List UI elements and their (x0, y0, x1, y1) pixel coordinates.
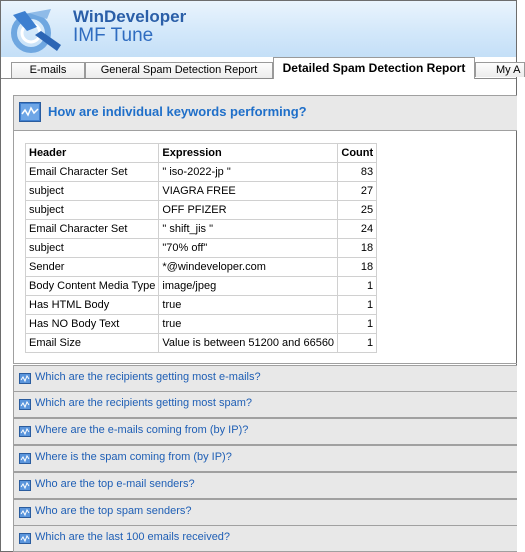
cell-expression: " shift_jis " (159, 220, 338, 239)
cell-expression: "70% off" (159, 239, 338, 258)
table-row (26, 201, 377, 220)
table-row (26, 220, 377, 239)
chart-icon (19, 399, 31, 410)
section-link-label: Where is the spam coming from (by IP)? (35, 451, 232, 463)
tab-bar (1, 57, 521, 79)
column-header: Expression (159, 144, 338, 163)
section-spam-by-ip[interactable] (13, 445, 517, 472)
cell-header: Email Size (26, 334, 159, 353)
section-link-label: Which are the recipients getting most spam? (35, 397, 253, 409)
section-link-label: Who are the top e-mail senders? (35, 478, 195, 490)
table-row (26, 163, 377, 182)
section-recipients-most-spam[interactable] (13, 391, 517, 418)
cell-count: 1 (338, 334, 377, 353)
cell-expression: VIAGRA FREE (159, 182, 338, 201)
section-link-label: Which are the recipients getting most e-mails? (35, 371, 261, 383)
keywords-table (25, 143, 377, 353)
report-content (1, 79, 516, 551)
section-title: How are individual keywords performing? (48, 104, 307, 119)
cell-expression: " iso-2022-jp " (159, 163, 338, 182)
cell-expression: image/jpeg (159, 277, 338, 296)
header-banner (1, 1, 516, 57)
chart-icon (19, 507, 31, 518)
product-name: IMF Tune (73, 25, 154, 46)
cell-header: Has NO Body Text (26, 315, 159, 334)
cell-header: Email Character Set (26, 163, 159, 182)
cell-header: subject (26, 201, 159, 220)
cell-expression: true (159, 315, 338, 334)
section-link-label: Who are the top spam senders? (35, 505, 192, 517)
chart-icon (19, 373, 31, 384)
cell-count: 1 (338, 315, 377, 334)
cell-header: subject (26, 239, 159, 258)
cell-count: 1 (338, 296, 377, 315)
section-link-label: Where are the e-mails coming from (by IP)? (35, 424, 249, 436)
cell-count: 18 (338, 258, 377, 277)
section-top-email-senders[interactable] (13, 472, 517, 499)
tab-detailed-spam-report[interactable]: Detailed Spam Detection Report (273, 57, 475, 79)
cell-header: Sender (26, 258, 159, 277)
chart-icon (19, 480, 31, 491)
chart-icon (19, 533, 31, 544)
tab-emails[interactable]: E-mails (11, 62, 85, 78)
section-emails-by-ip[interactable] (13, 418, 517, 445)
table-row (26, 239, 377, 258)
cell-expression: true (159, 296, 338, 315)
brand-name: WinDeveloper (73, 7, 187, 26)
table-row (26, 258, 377, 277)
cell-count: 24 (338, 220, 377, 239)
cell-expression: Value is between 51200 and 66560 (159, 334, 338, 353)
table-row (26, 315, 377, 334)
cell-count: 27 (338, 182, 377, 201)
cell-header: Body Content Media Type (26, 277, 159, 296)
cell-header: Email Character Set (26, 220, 159, 239)
table-row (26, 277, 377, 296)
section-link-label: Which are the last 100 emails received? (35, 531, 231, 543)
section-top-spam-senders[interactable] (13, 499, 517, 526)
section-last-100-emails[interactable] (13, 525, 517, 552)
keywords-section-header[interactable] (13, 95, 517, 131)
table-header-row (26, 144, 377, 163)
cell-count: 18 (338, 239, 377, 258)
cell-header: Has HTML Body (26, 296, 159, 315)
keywords-panel (13, 130, 517, 364)
section-recipients-most-emails[interactable] (13, 365, 517, 392)
cell-count: 83 (338, 163, 377, 182)
cell-expression: *@windeveloper.com (159, 258, 338, 277)
tab-general-spam-report[interactable]: General Spam Detection Report (85, 62, 273, 78)
column-header: Count (338, 144, 377, 163)
tab-my-a[interactable]: My A (475, 62, 525, 77)
table-row (26, 334, 377, 353)
table-row (26, 182, 377, 201)
cell-count: 25 (338, 201, 377, 220)
cell-header: subject (26, 182, 159, 201)
column-header: Header (26, 144, 159, 163)
chart-icon (19, 453, 31, 464)
chart-icon (19, 426, 31, 437)
chart-icon (19, 102, 41, 122)
cell-count: 1 (338, 277, 377, 296)
cell-expression: OFF PFIZER (159, 201, 338, 220)
table-row (26, 296, 377, 315)
windeveloper-logo-icon (7, 5, 65, 55)
